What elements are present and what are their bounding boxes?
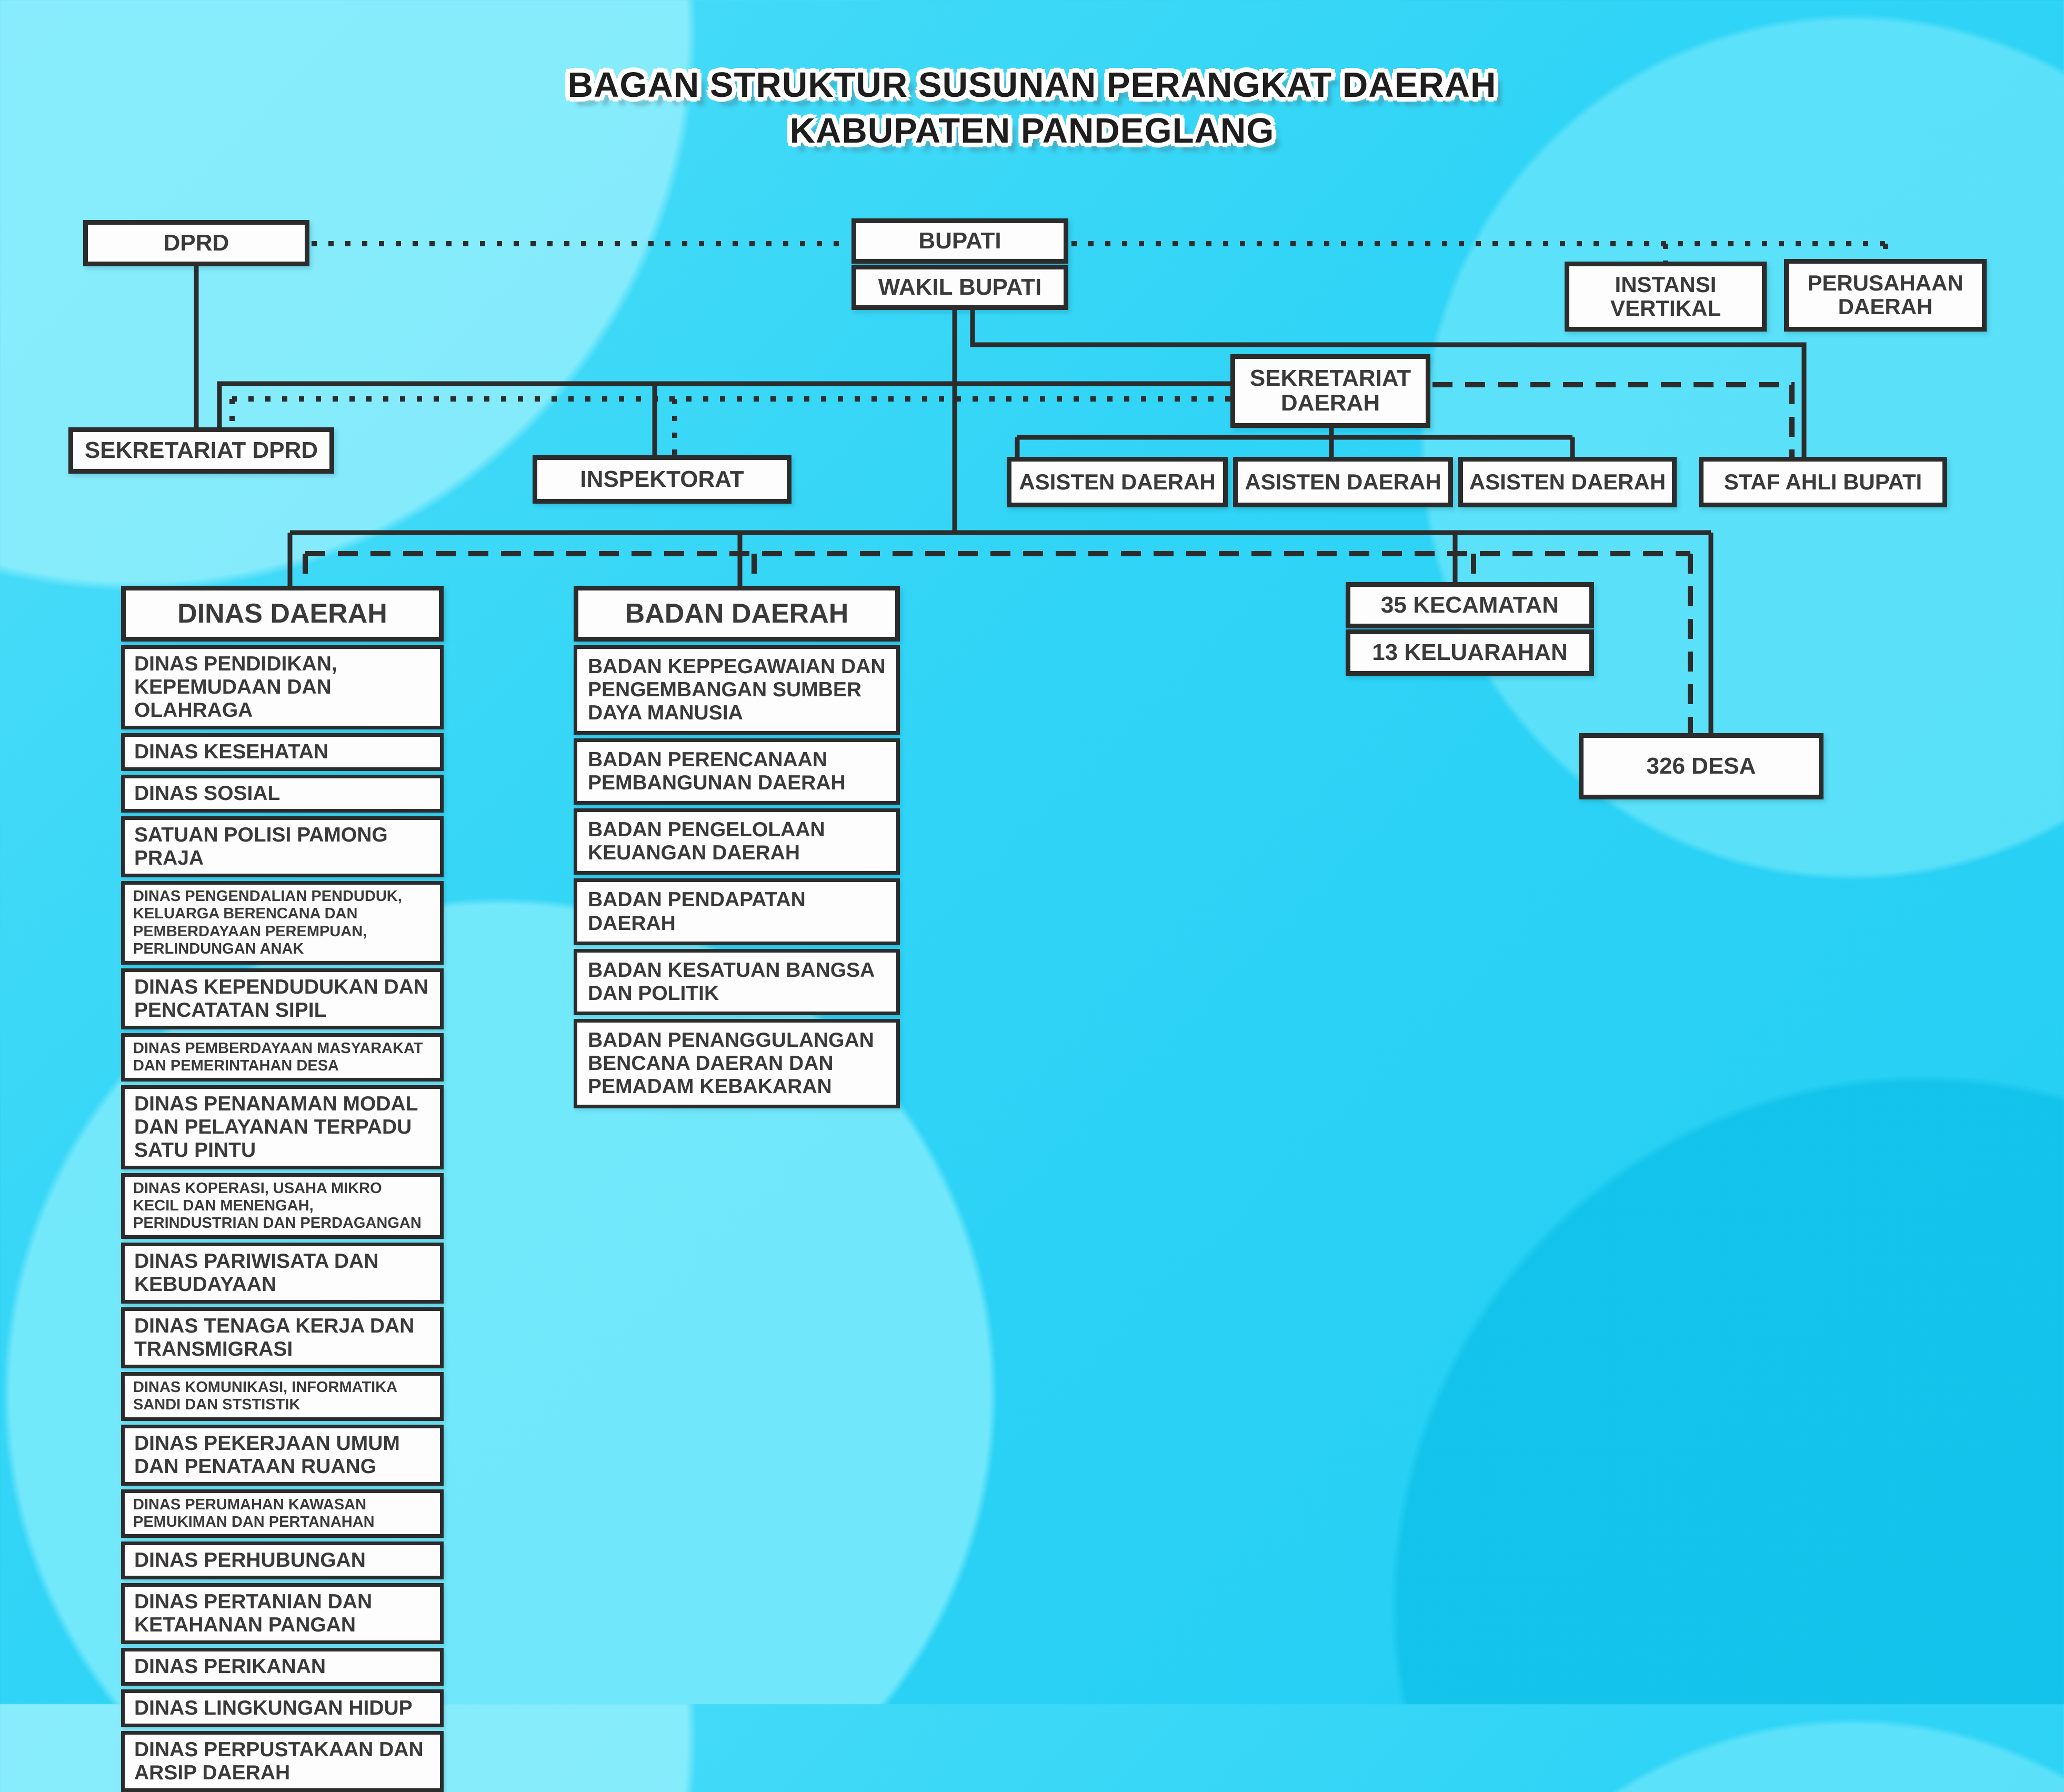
node-perusahaan-daerah-label: PERUSAHAAN DAERAH <box>1807 271 1963 319</box>
dinas-item: DINAS PENANAMAN MODAL DAN PELAYANAN TERPADU SATU PINTU <box>121 1085 444 1169</box>
badan-daerah-column <box>574 586 900 1108</box>
node-kecamatan <box>1346 582 1594 628</box>
node-staf-ahli-bupati <box>1699 457 1947 507</box>
dinas-item: DINAS PERTANIAN DAN KETAHANAN PANGAN <box>121 1583 444 1644</box>
node-wakil-bupati-label: WAKIL BUPATI <box>878 274 1042 300</box>
badan-daerah-list <box>574 645 900 1108</box>
node-instansi-vertikal <box>1565 262 1767 332</box>
node-instansi-vertikal-label: INSTANSI VERTIKAL <box>1610 272 1721 321</box>
node-sekretariat-dprd-label: SEKRETARIAT DPRD <box>84 437 318 463</box>
dinas-item: DINAS PARIWISATA DAN KEBUDAYAAN <box>121 1243 444 1304</box>
dinas-item: DINAS PERPUSTAKAAN DAN ARSIP DAERAH <box>121 1731 444 1792</box>
node-sekretariat-daerah <box>1230 354 1430 428</box>
badan-item: BADAN PENGELOLAAN KEUANGAN DAERAH <box>574 808 900 875</box>
dinas-item: SATUAN POLISI PAMONG PRAJA <box>121 816 444 877</box>
dinas-item: DINAS PERIKANAN <box>121 1648 444 1686</box>
dinas-item: DINAS LINGKUNGAN HIDUP <box>121 1689 444 1727</box>
node-kecamatan-label: 35 KECAMATAN <box>1380 592 1559 618</box>
badan-item: BADAN PENANGGULANGAN BENCANA DAERAN DAN PEMADAM KEBAKARAN <box>574 1019 900 1108</box>
dinas-item: DINAS PENGENDALIAN PENDUDUK, KELUARGA BERENCANA DAN PEMBERDAYAAN PEREMPUAN, PERLINDUNGAN ANAK <box>121 881 444 964</box>
chart-title-line2: KABUPATEN PANDEGLANG <box>789 111 1275 151</box>
node-kelurahan <box>1346 629 1594 676</box>
dinas-item: DINAS TENAGA KERJA DAN TRANSMIGRASI <box>121 1307 444 1368</box>
node-sekretariat-daerah-label: SEKRETARIAT DAERAH <box>1249 365 1411 416</box>
badan-item: BADAN KEPPEGAWAIAN DAN PENGEMBANGAN SUMBER DAYA MANUSIA <box>574 645 900 735</box>
node-asisten-daerah-3-label: ASISTEN DAERAH <box>1469 469 1666 494</box>
dinas-item: DINAS PERHUBUNGAN <box>121 1541 444 1579</box>
dinas-item: DINAS SOSIAL <box>121 775 444 813</box>
node-bupati <box>851 218 1068 264</box>
dinas-daerah-header: DINAS DAERAH <box>121 586 444 642</box>
dinas-item: DINAS PEMBERDAYAAN MASYARAKAT DAN PEMERINTAHAN DESA <box>121 1033 444 1082</box>
dinas-item: DINAS KOMUNIKASI, INFORMATIKA SANDI DAN STSTISTIK <box>121 1372 444 1420</box>
badan-daerah-header: BADAN DAERAH <box>574 586 900 642</box>
dinas-item: DINAS KEPENDUDUKAN DAN PENCATATAN SIPIL <box>121 968 444 1029</box>
node-asisten-daerah-2 <box>1233 457 1453 507</box>
node-asisten-daerah-3 <box>1458 457 1677 507</box>
dinas-item: DINAS KESEHATAN <box>121 733 444 771</box>
node-inspektorat-label: INSPEKTORAT <box>580 466 744 492</box>
node-bupati-label: BUPATI <box>918 227 1001 254</box>
dinas-daerah-list <box>121 645 444 1792</box>
node-sekretariat-dprd <box>68 427 334 474</box>
dinas-item: DINAS KOPERASI, USAHA MIKRO KECIL DAN MENENGAH, PERINDUSTRIAN DAN PERDAGANGAN <box>121 1173 444 1239</box>
chart-title-line1: BAGAN STRUKTUR SUSUNAN PERANGKAT DAERAH <box>567 65 1497 105</box>
node-asisten-daerah-1-label: ASISTEN DAERAH <box>1019 469 1216 494</box>
badan-item: BADAN KESATUAN BANGSA DAN POLITIK <box>574 949 900 1015</box>
node-desa-label: 326 DESA <box>1646 753 1756 779</box>
chart-title <box>0 62 2064 154</box>
node-inspektorat <box>533 455 791 504</box>
node-dprd <box>83 220 309 266</box>
dinas-item: DINAS PEKERJAAN UMUM DAN PENATAAN RUANG <box>121 1425 444 1486</box>
node-perusahaan-daerah <box>1784 259 1987 332</box>
node-wakil-bupati <box>851 265 1068 310</box>
dinas-item: DINAS PENDIDIKAN, KEPEMUDAAN DAN OLAHRAGA <box>121 645 444 729</box>
node-dprd-label: DPRD <box>163 229 229 256</box>
node-asisten-daerah-2-label: ASISTEN DAERAH <box>1245 469 1441 494</box>
dinas-item: DINAS PERUMAHAN KAWASAN PEMUKIMAN DAN PERTANAHAN <box>121 1489 444 1538</box>
node-kelurahan-label: 13 KELUARAHAN <box>1372 639 1568 665</box>
badan-item: BADAN PENDAPATAN DAERAH <box>574 878 900 945</box>
badan-item: BADAN PERENCANAAN PEMBANGUNAN DAERAH <box>574 738 900 805</box>
node-desa <box>1579 733 1823 799</box>
node-asisten-daerah-1 <box>1007 457 1228 507</box>
node-staf-ahli-bupati-label: STAF AHLI BUPATI <box>1724 469 1922 494</box>
dinas-daerah-column <box>121 586 444 1792</box>
